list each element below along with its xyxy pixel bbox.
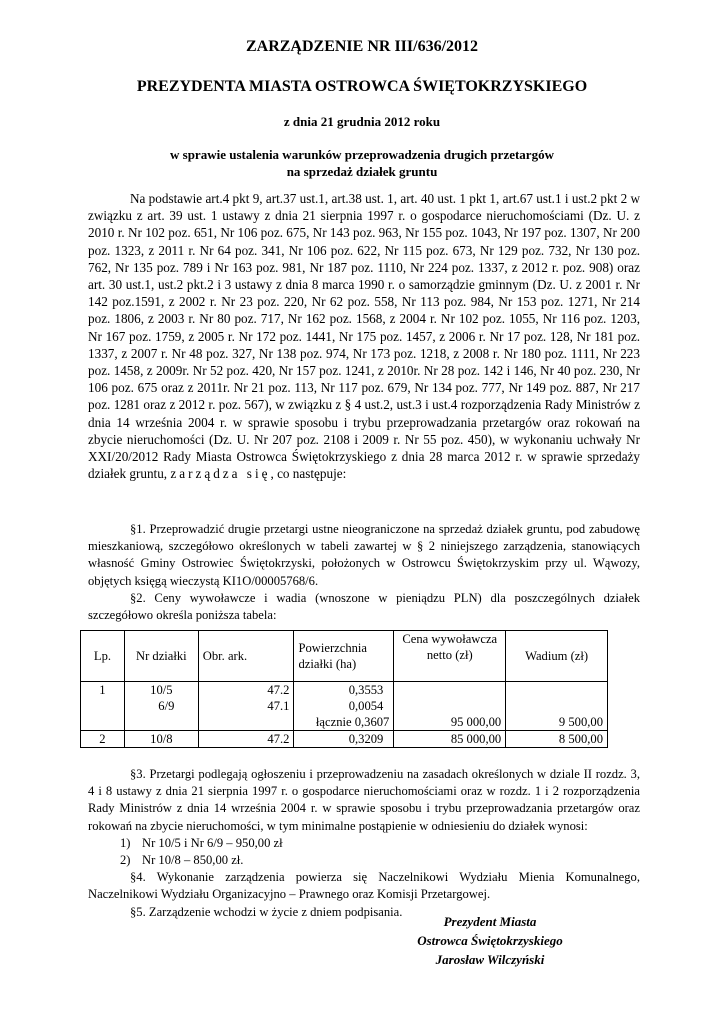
header-area: Powierzchnia działki (ha)	[294, 631, 394, 682]
row-sheets	[198, 682, 294, 731]
row-lp: 2	[81, 731, 125, 748]
header-starting-price: Cena wywoławcza netto (zł)	[394, 631, 506, 682]
subject-line-2: na sprzedaż działek gruntu	[286, 164, 438, 179]
table-header-row	[81, 631, 608, 682]
decree-word: zarządza się	[170, 466, 271, 482]
area-value: 0,0054	[348, 699, 384, 713]
header-lp: Lp.	[81, 631, 125, 682]
signature-name: Jarosław Wilczyński	[435, 952, 545, 967]
row-deposit: 8 500,00	[506, 731, 608, 748]
section-4: §4. Wykonanie zarządzenia powierza się Naczelnikowi Wydziału Mienia Komunalnego, Naczelnikowi Wydziału Organizacyjno – Prawnego oraz Komisji Przetargowej.	[88, 870, 640, 902]
subject-line-1: w sprawie ustalenia warunków przeprowadzenia drugich przetargów	[170, 147, 554, 162]
header-plot-number: Nr działki	[124, 631, 198, 682]
list-item: 1) Nr 10/5 i Nr 6/9 – 950,00 zł	[120, 835, 283, 850]
area-total: łącznie 0,3607	[315, 715, 390, 729]
subject-heading	[0, 146, 724, 180]
plot-number: 6/9	[158, 699, 175, 713]
plots-table	[80, 630, 608, 748]
section-5: §5. Zarządzenie wchodzi w życie z dniem podpisania.	[130, 904, 403, 919]
issuer-heading: PREZYDENTA MIASTA OSTROWCA ŚWIĘTOKRZYSKIEGO	[136, 78, 588, 95]
row-price: 95 000,00	[394, 682, 506, 731]
sheet-number: 47.1	[267, 699, 290, 713]
legal-basis-ending: , co następuje:	[270, 466, 347, 482]
document-date: z dnia 21 grudnia 2012 roku	[283, 114, 441, 129]
row-lp: 1	[81, 682, 125, 731]
row-areas: 0,3209	[294, 731, 394, 748]
sections-3-5	[88, 766, 640, 921]
signature-block	[390, 912, 590, 969]
legal-basis-paragraph	[88, 190, 640, 482]
header-deposit: Wadium (zł)	[506, 631, 608, 682]
row-deposit: 9 500,00	[506, 682, 608, 731]
header-sheet: Obr. ark.	[198, 631, 294, 682]
sheet-number: 47.2	[267, 683, 290, 697]
document-title: ZARZĄDZENIE NR III/636/2012	[245, 38, 479, 55]
sections-1-2	[88, 521, 640, 624]
row-plots	[124, 682, 198, 731]
section-2: §2. Ceny wywoławcze i wadia (wnoszone w pieniądzu PLN) dla poszczególnych działek szczegółowo określa poniższa tabela:	[88, 590, 640, 623]
signature-city: Ostrowca Świętokrzyskiego	[417, 933, 563, 948]
signature-title: Prezydent Miasta	[443, 914, 537, 929]
table-row	[81, 682, 608, 731]
plot-number: 10/5	[150, 683, 173, 697]
legal-basis-text: Na podstawie art.4 pkt 9, art.37 ust.1, art.38 ust. 1, art. 40 ust. 1 pkt 1, art.67 ust.1 i ust.2 pkt 2 w związku z art. 39 ust. 1 ustawy z dnia 21 sierpnia 1997 r. o gospodarce nieruchomościami (Dz. U. z 2010 r. Nr 102 poz. 651, Nr 106 poz. 675, Nr 143 poz. 963, Nr 155 poz. 1043, Nr 197 poz. 1307, Nr 200 poz. 1323, z 2011 r. Nr 64 poz. 341, Nr 106 poz. 622, Nr 115 poz. 673, Nr 129 poz. 732, Nr 130 poz. 762, Nr 135 poz. 789 i Nr 163 poz. 981, Nr 187 poz. 1110, Nr 224 poz. 1337, z 2012 r. poz. 908) oraz art. 30 ust.1, ust.2 pkt.2 i 3 ustawy z dnia 8 marca 1990 r. o samorządzie gminnym (Dz. U. z 2001 r. Nr 142 poz.1591, z 2002 r. Nr 23 poz. 220, Nr 62 poz. 558, Nr 113 poz. 984, Nr 153 poz. 1271, Nr 214 poz. 1806, z 2003 r. Nr 80 poz. 717, Nr 162 poz. 1568, z 2004 r. Nr 102 poz. 1055, Nr 116 poz. 1203, Nr 167 poz. 1759, z 2005 r. Nr 172 poz. 1441, Nr 175 poz. 1457, z 2006 r. Nr 17 poz. 128, Nr 181 poz. 1337, z 2007 r. Nr 48 poz. 327, Nr 138 poz. 974, Nr 173 poz. 1218, z 2008 r. Nr 180 poz. 1111, Nr 223 poz. 1458, z 2009r. Nr 52 poz. 420, Nr 157 poz. 1241, z 2010r. Nr 28 poz. 142 i 146, Nr 40 poz. 230, Nr 106 poz. 675 oraz z 2011r. Nr 21 poz. 113, Nr 117 poz. 679, Nr 134 poz. 777, Nr 149 poz. 887, Nr 217 poz. 1281 oraz z 2012 r. poz. 567), w związku z § 4 ust.2, ust.3 i ust.4 rozporządzenia Rady Ministrów z dnia 14 września 2004 r. w sprawie sposobu i trybu przeprowadzania przetargów oraz rokowań na zbycie nieruchomości (Dz. U. Nr 207 poz. 2108 i 2009 r. Nr 55 poz. 450), w wykonaniu uchwały Nr XXI/20/2012 Rady Miasta Ostrowca Świętokrzyskiego z dnia 28 marca 2012 r. w sprawie sprzedaży działek gruntu,	[88, 191, 640, 482]
row-areas	[294, 682, 394, 731]
section-1: §1. Przeprowadzić drugie przetargi ustne nieograniczone na sprzedaż działek gruntu, pod zabudowę mieszkaniową, szczegółowo określonych w tabeli zawartej w § 2 niniejszego zarządzenia, stanowiących własność Gminy Ostrowiec Świętokrzyski, położonych w Ostrowcu Świętokrzyskim przy ul. Wąwozy, objętych księgą wieczystą KI1O/00005768/6.	[88, 522, 640, 588]
row-sheets: 47.2	[198, 731, 294, 748]
area-value: 0,3553	[348, 683, 384, 697]
section-3: §3. Przetargi podlegają ogłoszeniu i przeprowadzeniu na zasadach określonych w dziale II rozdz. 3, 4 i 8 ustawy z dnia 21 sierpnia 1997 r. o gospodarce nieruchomościami oraz w rozdz. 1 i 2 rozporządzenia Rady Ministrów z dnia 14 września 2004 r. w sprawie sposobu i trybu przeprowadzania przetargów oraz rokowań na zbycie nieruchomości, w tym minimalne postąpienie w odniesieniu do działek wynosi:	[88, 767, 640, 833]
table-row	[81, 731, 608, 748]
list-item: 2) Nr 10/8 – 850,00 zł.	[120, 853, 244, 868]
row-plots: 10/8	[124, 731, 198, 748]
row-price: 85 000,00	[394, 731, 506, 748]
